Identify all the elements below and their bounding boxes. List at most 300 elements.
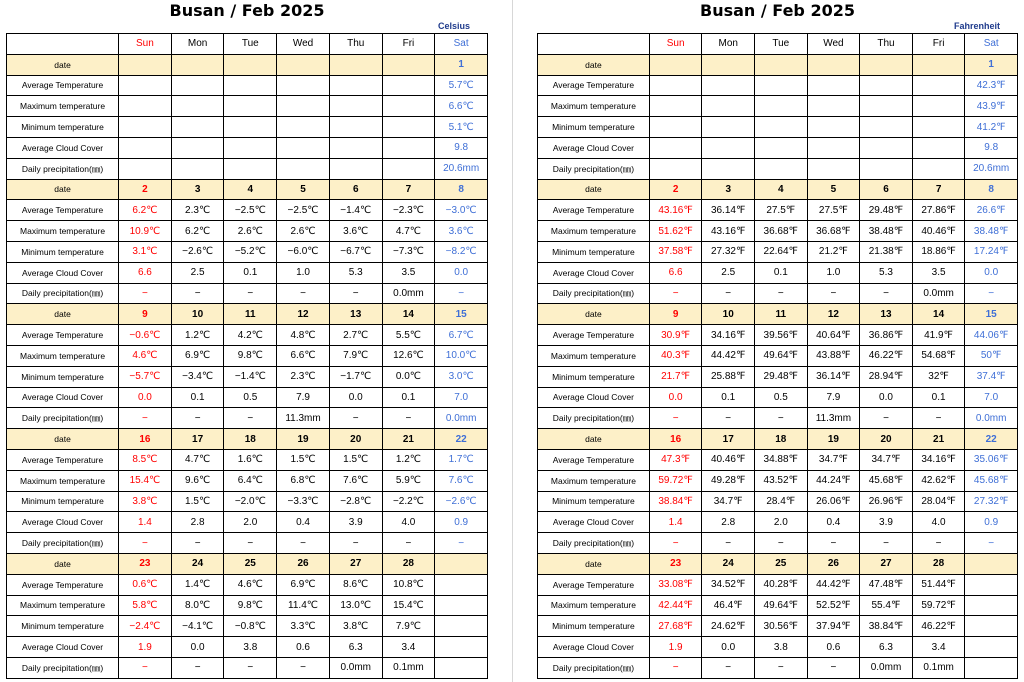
row-label: Daily precipitation(㎜) [538, 657, 650, 678]
date-cell: 28 [382, 553, 435, 574]
date-cell: 14 [382, 304, 435, 325]
data-row-min [538, 117, 1018, 138]
date-cell: 26 [807, 553, 860, 574]
value-cell: 34.16℉ [702, 325, 755, 346]
date-cell: 6 [329, 179, 382, 200]
value-cell: 6.6℃ [277, 345, 330, 366]
row-label: Minimum temperature [7, 117, 119, 138]
value-cell [171, 96, 224, 117]
value-cell: 40.3℉ [649, 345, 702, 366]
row-label: Average Cloud Cover [7, 512, 119, 533]
value-cell: − [702, 408, 755, 429]
value-cell: 27.68℉ [649, 616, 702, 637]
value-cell: 52.52℉ [807, 595, 860, 616]
value-cell: − [649, 283, 702, 304]
value-cell: 1.7℃ [435, 449, 488, 470]
value-cell: − [171, 408, 224, 429]
value-cell: 34.52℉ [702, 574, 755, 595]
value-cell [912, 96, 965, 117]
value-cell: − [702, 283, 755, 304]
row-label: Average Cloud Cover [538, 512, 650, 533]
date-cell: 20 [860, 429, 913, 450]
date-cell: 16 [119, 429, 172, 450]
row-label: Average Cloud Cover [7, 637, 119, 658]
value-cell: 44.24℉ [807, 470, 860, 491]
data-row-min [7, 616, 488, 637]
value-cell: 5.5℃ [382, 325, 435, 346]
value-cell: 4.6℃ [224, 574, 277, 595]
row-label: Daily precipitation(㎜) [7, 408, 119, 429]
value-cell: 3.0℃ [435, 366, 488, 387]
value-cell: 44.42℉ [702, 345, 755, 366]
value-cell: −1.4℃ [329, 200, 382, 221]
row-label: Average Temperature [7, 200, 119, 221]
value-cell: 27.5℉ [755, 200, 808, 221]
date-cell: 23 [649, 553, 702, 574]
value-cell [382, 158, 435, 179]
value-cell: − [649, 657, 702, 678]
date-cell: 4 [755, 179, 808, 200]
value-cell: 0.4 [277, 512, 330, 533]
data-row-cloud [7, 387, 488, 408]
row-label: Average Temperature [538, 75, 650, 96]
value-cell [755, 117, 808, 138]
value-cell: − [755, 657, 808, 678]
date-cell: 16 [649, 429, 702, 450]
row-label: Average Cloud Cover [538, 262, 650, 283]
weekday-header: Thu [860, 34, 913, 55]
date-cell [807, 54, 860, 75]
value-cell: 17.24℉ [965, 241, 1018, 262]
value-cell: 28.94℉ [860, 366, 913, 387]
value-cell: 3.3℃ [277, 616, 330, 637]
value-cell: 47.48℉ [860, 574, 913, 595]
data-row-max [538, 96, 1018, 117]
data-row-precip [7, 533, 488, 554]
weekday-header: Fri [912, 34, 965, 55]
value-cell [965, 637, 1018, 658]
value-cell: 6.7℃ [435, 325, 488, 346]
weekday-header-row [538, 34, 1018, 55]
value-cell: 42.62℉ [912, 470, 965, 491]
value-cell [649, 117, 702, 138]
row-label: Daily precipitation(㎜) [538, 283, 650, 304]
row-label: Daily precipitation(㎜) [7, 283, 119, 304]
value-cell: − [807, 657, 860, 678]
weekday-header: Tue [224, 34, 277, 55]
value-cell [912, 117, 965, 138]
row-label: date [538, 179, 650, 200]
value-cell: 29.48℉ [755, 366, 808, 387]
value-cell: 5.8℃ [119, 595, 172, 616]
data-row-cloud [538, 512, 1018, 533]
value-cell: 0.0mm [382, 283, 435, 304]
value-cell: 8.5℃ [119, 449, 172, 470]
value-cell: 0.9 [435, 512, 488, 533]
value-cell: − [277, 657, 330, 678]
value-cell: 15.4℃ [119, 470, 172, 491]
value-cell: 1.4℃ [171, 574, 224, 595]
data-row-precip [538, 408, 1018, 429]
value-cell: 2.5 [702, 262, 755, 283]
value-cell: 15.4℃ [382, 595, 435, 616]
value-cell: 4.2℃ [224, 325, 277, 346]
value-cell: 43.9℉ [965, 96, 1018, 117]
value-cell: − [277, 283, 330, 304]
value-cell: 2.3℃ [171, 200, 224, 221]
row-label: Maximum temperature [538, 595, 650, 616]
date-cell: 15 [965, 304, 1018, 325]
value-cell: 2.0 [224, 512, 277, 533]
data-row-min [538, 491, 1018, 512]
value-cell: 38.84℉ [860, 616, 913, 637]
data-row-max [7, 221, 488, 242]
value-cell: 46.4℉ [702, 595, 755, 616]
date-cell: 20 [329, 429, 382, 450]
value-cell: 20.6mm [965, 158, 1018, 179]
value-cell: − [755, 283, 808, 304]
value-cell: 1.5℃ [329, 449, 382, 470]
value-cell: 4.7℃ [171, 449, 224, 470]
value-cell: 0.0 [860, 387, 913, 408]
row-label: Minimum temperature [538, 491, 650, 512]
value-cell [702, 75, 755, 96]
value-cell: −5.2℃ [224, 241, 277, 262]
value-cell: − [965, 533, 1018, 554]
value-cell: 0.6 [277, 637, 330, 658]
data-row-avg [7, 75, 488, 96]
value-cell: 0.5 [755, 387, 808, 408]
value-cell [912, 137, 965, 158]
data-row-precip [7, 158, 488, 179]
data-row-cloud [538, 637, 1018, 658]
value-cell: −1.4℃ [224, 366, 277, 387]
data-row-avg [538, 325, 1018, 346]
data-row-cloud [7, 512, 488, 533]
data-row-max [7, 96, 488, 117]
value-cell [649, 158, 702, 179]
data-row-min [538, 241, 1018, 262]
value-cell: 38.48℉ [965, 221, 1018, 242]
row-label: Maximum temperature [538, 470, 650, 491]
value-cell: 27.32℉ [702, 241, 755, 262]
row-label: date [538, 54, 650, 75]
value-cell: 38.84℉ [649, 491, 702, 512]
date-cell: 11 [755, 304, 808, 325]
row-label: Average Cloud Cover [7, 262, 119, 283]
value-cell [912, 158, 965, 179]
value-cell: 0.0 [171, 637, 224, 658]
value-cell: 43.16℉ [702, 221, 755, 242]
value-cell [755, 137, 808, 158]
value-cell [382, 117, 435, 138]
value-cell: 5.3 [329, 262, 382, 283]
data-row-max [538, 221, 1018, 242]
value-cell: 7.9 [277, 387, 330, 408]
value-cell: 36.68℉ [755, 221, 808, 242]
data-row-precip [538, 158, 1018, 179]
value-cell: 34.88℉ [755, 449, 808, 470]
value-cell: − [224, 408, 277, 429]
value-cell: 0.0 [435, 262, 488, 283]
value-cell [119, 75, 172, 96]
data-row-min [7, 117, 488, 138]
date-cell: 27 [860, 553, 913, 574]
weekday-header: Wed [807, 34, 860, 55]
date-cell: 10 [171, 304, 224, 325]
value-cell: − [860, 283, 913, 304]
row-label: Average Temperature [538, 449, 650, 470]
row-label: Average Temperature [538, 574, 650, 595]
value-cell: 5.1℃ [435, 117, 488, 138]
value-cell: 41.9℉ [912, 325, 965, 346]
value-cell: 11.4℃ [277, 595, 330, 616]
row-label: Minimum temperature [7, 616, 119, 637]
date-cell: 25 [755, 553, 808, 574]
value-cell [435, 574, 488, 595]
value-cell: 45.68℉ [965, 470, 1018, 491]
value-cell: 11.3mm [807, 408, 860, 429]
value-cell [807, 158, 860, 179]
date-cell: 9 [649, 304, 702, 325]
value-cell: −0.6℃ [119, 325, 172, 346]
date-cell: 21 [912, 429, 965, 450]
row-label: Daily precipitation(㎜) [538, 158, 650, 179]
value-cell [329, 117, 382, 138]
value-cell: 50℉ [965, 345, 1018, 366]
value-cell: 21.38℉ [860, 241, 913, 262]
date-cell: 12 [807, 304, 860, 325]
value-cell [755, 96, 808, 117]
value-cell: 2.8 [171, 512, 224, 533]
value-cell: 0.0mm [965, 408, 1018, 429]
value-cell: − [224, 533, 277, 554]
value-cell: 0.1 [702, 387, 755, 408]
value-cell: −4.1℃ [171, 616, 224, 637]
data-row-avg [7, 574, 488, 595]
value-cell: 26.06℉ [807, 491, 860, 512]
corner-cell [538, 34, 650, 55]
value-cell: 40.46℉ [702, 449, 755, 470]
value-cell: 3.6℃ [435, 221, 488, 242]
date-cell: 22 [435, 429, 488, 450]
value-cell: 2.6℃ [277, 221, 330, 242]
value-cell: 37.94℉ [807, 616, 860, 637]
row-label: Average Temperature [7, 75, 119, 96]
value-cell [649, 137, 702, 158]
value-cell: 1.5℃ [171, 491, 224, 512]
date-row [7, 179, 488, 200]
value-cell: − [382, 533, 435, 554]
value-cell: 3.8℃ [329, 616, 382, 637]
value-cell: 0.9 [965, 512, 1018, 533]
panel-title: Busan / Feb 2025 [169, 1, 325, 20]
value-cell [860, 137, 913, 158]
data-row-precip [538, 533, 1018, 554]
date-row [538, 429, 1018, 450]
value-cell: 18.86℉ [912, 241, 965, 262]
weekday-header: Wed [277, 34, 330, 55]
date-cell: 8 [965, 179, 1018, 200]
value-cell [224, 96, 277, 117]
row-label: Average Cloud Cover [538, 137, 650, 158]
value-cell: 6.9℃ [277, 574, 330, 595]
value-cell: 3.1℃ [119, 241, 172, 262]
row-label: Average Cloud Cover [7, 387, 119, 408]
row-label: Daily precipitation(㎜) [7, 533, 119, 554]
date-cell: 17 [171, 429, 224, 450]
value-cell: − [912, 408, 965, 429]
row-label: Daily precipitation(㎜) [538, 408, 650, 429]
value-cell: −2.3℃ [382, 200, 435, 221]
value-cell: 3.4 [912, 637, 965, 658]
row-label: Minimum temperature [538, 616, 650, 637]
row-label: Daily precipitation(㎜) [538, 533, 650, 554]
row-label: Average Temperature [7, 449, 119, 470]
value-cell: 3.8 [224, 637, 277, 658]
value-cell: 0.1mm [382, 657, 435, 678]
date-cell: 4 [224, 179, 277, 200]
value-cell [329, 137, 382, 158]
value-cell: 3.4 [382, 637, 435, 658]
date-cell: 3 [702, 179, 755, 200]
value-cell: 51.62℉ [649, 221, 702, 242]
value-cell: 3.5 [382, 262, 435, 283]
value-cell: 46.22℉ [912, 616, 965, 637]
value-cell [649, 96, 702, 117]
data-row-precip [538, 283, 1018, 304]
date-cell: 11 [224, 304, 277, 325]
data-row-precip [7, 657, 488, 678]
value-cell: 0.0mm [860, 657, 913, 678]
value-cell: 6.6 [119, 262, 172, 283]
row-label: date [538, 553, 650, 574]
value-cell: 29.48℉ [860, 200, 913, 221]
value-cell: 21.2℉ [807, 241, 860, 262]
value-cell [965, 574, 1018, 595]
weekday-header-row [7, 34, 488, 55]
row-label: Average Temperature [538, 200, 650, 221]
value-cell: 4.6℃ [119, 345, 172, 366]
row-label: Minimum temperature [538, 241, 650, 262]
value-cell: − [860, 408, 913, 429]
value-cell: −2.2℃ [382, 491, 435, 512]
value-cell: 1.0 [807, 262, 860, 283]
weekday-header: Thu [329, 34, 382, 55]
value-cell: 36.86℉ [860, 325, 913, 346]
row-label: Maximum temperature [538, 345, 650, 366]
row-label: Average Cloud Cover [7, 137, 119, 158]
value-cell: 7.9 [807, 387, 860, 408]
unit-label: Fahrenheit [953, 21, 1000, 31]
value-cell: 34.7℉ [702, 491, 755, 512]
date-cell [965, 553, 1018, 574]
value-cell: − [224, 657, 277, 678]
date-cell [119, 54, 172, 75]
value-cell: − [119, 408, 172, 429]
value-cell: 32℉ [912, 366, 965, 387]
value-cell: 0.0℃ [382, 366, 435, 387]
value-cell: 26.6℉ [965, 200, 1018, 221]
value-cell: − [329, 283, 382, 304]
value-cell: − [277, 533, 330, 554]
value-cell: 9.6℃ [171, 470, 224, 491]
data-row-avg [7, 325, 488, 346]
value-cell: − [965, 283, 1018, 304]
value-cell: 1.2℃ [382, 449, 435, 470]
date-cell [224, 54, 277, 75]
value-cell: 21.7℉ [649, 366, 702, 387]
value-cell: − [755, 408, 808, 429]
value-cell [224, 158, 277, 179]
data-row-min [538, 366, 1018, 387]
value-cell: − [807, 283, 860, 304]
data-row-max [538, 345, 1018, 366]
value-cell: −2.6℃ [435, 491, 488, 512]
value-cell [119, 137, 172, 158]
value-cell: 45.68℉ [860, 470, 913, 491]
value-cell: 1.2℃ [171, 325, 224, 346]
value-cell: 3.9 [329, 512, 382, 533]
value-cell: 0.0mm [329, 657, 382, 678]
value-cell: 49.64℉ [755, 345, 808, 366]
value-cell [807, 117, 860, 138]
row-label: Maximum temperature [7, 96, 119, 117]
row-label: Daily precipitation(㎜) [7, 158, 119, 179]
value-cell: 3.8 [755, 637, 808, 658]
date-cell: 19 [807, 429, 860, 450]
value-cell: 7.6℃ [435, 470, 488, 491]
data-row-max [7, 470, 488, 491]
data-row-precip [7, 408, 488, 429]
value-cell: 37.58℉ [649, 241, 702, 262]
value-cell: 44.06℉ [965, 325, 1018, 346]
value-cell: 9.8 [965, 137, 1018, 158]
data-row-cloud [538, 387, 1018, 408]
date-cell [382, 54, 435, 75]
date-cell: 7 [912, 179, 965, 200]
value-cell: 35.06℉ [965, 449, 1018, 470]
date-cell: 24 [702, 553, 755, 574]
value-cell [382, 75, 435, 96]
value-cell: 43.88℉ [807, 345, 860, 366]
value-cell: − [119, 657, 172, 678]
value-cell: 11.3mm [277, 408, 330, 429]
value-cell: 6.8℃ [277, 470, 330, 491]
row-label: date [7, 553, 119, 574]
value-cell: 9.8 [435, 137, 488, 158]
value-cell: 1.9 [119, 637, 172, 658]
value-cell: 0.1 [171, 387, 224, 408]
date-cell: 14 [912, 304, 965, 325]
value-cell: 9.8℃ [224, 345, 277, 366]
date-cell: 10 [702, 304, 755, 325]
date-row [7, 304, 488, 325]
value-cell: 6.4℃ [224, 470, 277, 491]
value-cell: 49.28℉ [702, 470, 755, 491]
row-label: Minimum temperature [538, 117, 650, 138]
weather-table [537, 33, 1018, 679]
value-cell: − [702, 533, 755, 554]
value-cell: 46.22℉ [860, 345, 913, 366]
value-cell: 33.08℉ [649, 574, 702, 595]
data-row-avg [538, 200, 1018, 221]
value-cell: 42.3℉ [965, 75, 1018, 96]
data-row-min [538, 616, 1018, 637]
value-cell: 10.8℃ [382, 574, 435, 595]
value-cell: − [649, 533, 702, 554]
row-label: Daily precipitation(㎜) [7, 657, 119, 678]
